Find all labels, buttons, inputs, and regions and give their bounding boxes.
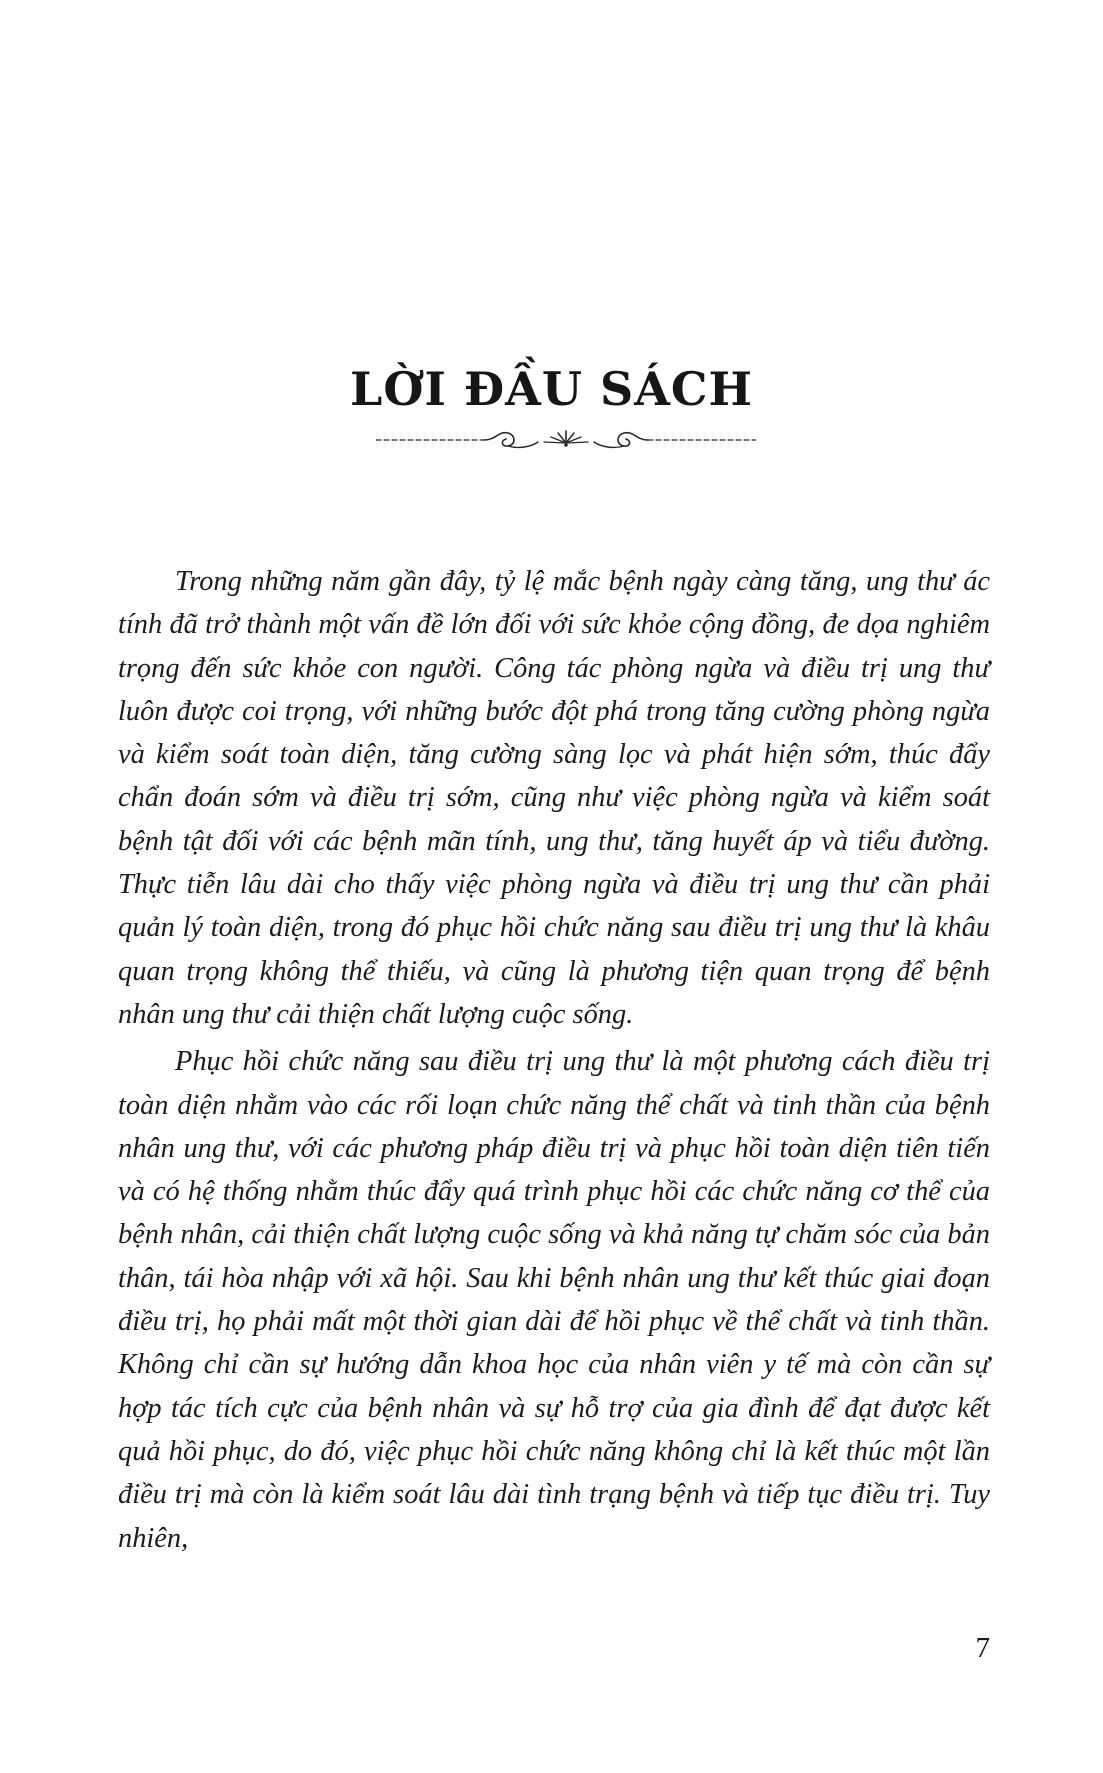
preface-body [118, 560, 990, 1560]
title-ornament-divider-icon [376, 425, 756, 455]
paragraph-1: Trong những năm gần đây, tỷ lệ mắc bệnh ngày càng tăng, ung thư ác tính đã trở thành một vấn đề lớn đối với sức khỏe cộng đồng, đe dọa nghiêm trọng đến sức khỏe con người. Công tác phòng ngừa và điều trị ung thư luôn được coi trọng, với những bước đột phá trong tăng cường phòng ngừa và kiểm soát toàn diện, tăng cường sàng lọc và phát hiện sớm, thúc đẩy chẩn đoán sớm và điều trị sớm, cũng như việc phòng ngừa và kiểm soát bệnh tật đối với các bệnh mãn tính, ung thư, tăng huyết áp và tiểu đường. Thực tiễn lâu dài cho thấy việc phòng ngừa và điều trị ung thư cần phải quản lý toàn diện, trong đó phục hồi chức năng sau điều trị ung thư là khâu quan trọng không thể thiếu, và cũng là phương tiện quan trọng để bệnh nhân ung thư cải thiện chất lượng cuộc sống. [118, 566, 990, 1030]
page-number: 7 [975, 1632, 990, 1664]
paragraph-2: Phục hồi chức năng sau điều trị ung thư là một phương cách điều trị toàn diện nhằm vào các rối loạn chức năng thể chất và tinh thần của bệnh nhân ung thư, với các phương pháp điều trị và phục hồi toàn diện tiên tiến và có hệ thống nhằm thúc đẩy quá trình phục hồi các chức năng cơ thể của bệnh nhân, cải thiện chất lượng cuộc sống và khả năng tự chăm sóc của bản thân, tái hòa nhập với xã hội. Sau khi bệnh nhân ung thư kết thúc giai đoạn điều trị, họ phải mất một thời gian dài để hồi phục về thể chất và tinh thần. Không chỉ cần sự hướng dẫn khoa học của nhân viên y tế mà còn cần sự hợp tác tích cực của bệnh nhân và sự hỗ trợ của gia đình để đạt được kết quả hồi phục, do đó, việc phục hồi chức năng không chỉ là kết thúc một lần điều trị mà còn là kiểm soát lâu dài tình trạng bệnh và tiếp tục điều trị. Tuy nhiên, [118, 1046, 990, 1554]
chapter-title: LỜI ĐẦU SÁCH [350, 362, 753, 416]
